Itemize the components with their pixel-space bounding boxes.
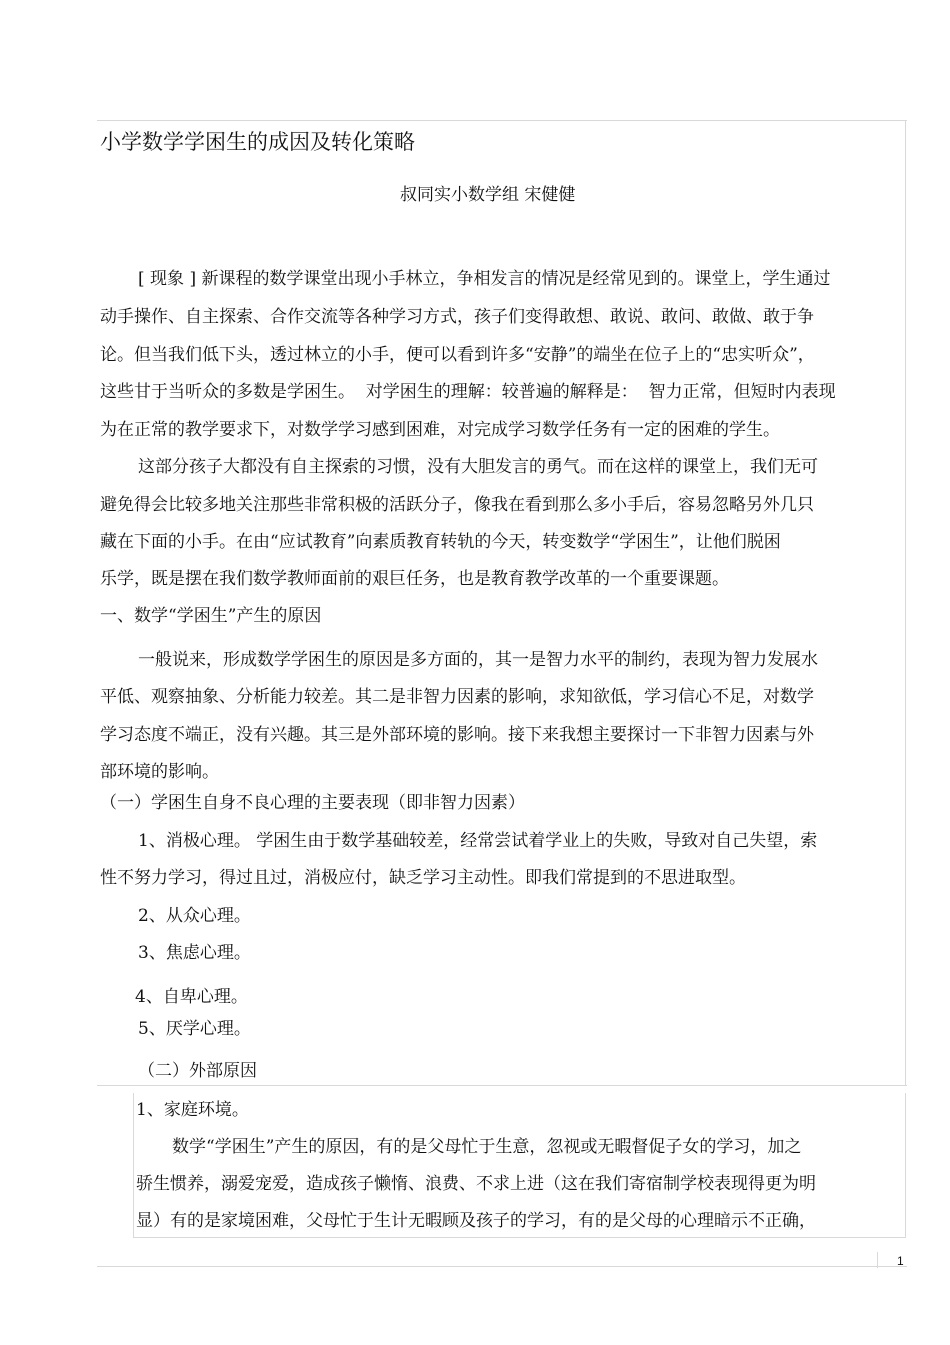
paragraph-line: 避免得会比较多地关注那些非常积极的活跃分子，像我在看到那么多小手后，容易忽略另外几只 <box>100 495 814 515</box>
paragraph-line: 这些甘于当听众的多数是学困生。 对学困生的理解：较普遍的解释是： 智力正常，但短时内表现 <box>100 382 836 402</box>
paragraph-line: 学习态度不端正，没有兴趣。其三是外部环境的影响。接下来我想主要探讨一下非智力因素与外 <box>100 725 814 745</box>
document-title: 小学数学学困生的成因及转化策略 <box>100 130 415 154</box>
paragraph-line: 动手操作、自主探索、合作交流等各种学习方式，孩子们变得敢想、敢说、敢问、敢做、敢于争 <box>100 307 814 327</box>
author-byline: 叔同实小数学组 宋健健 <box>400 185 576 205</box>
frame-inner-right-rule <box>905 1093 906 1238</box>
paragraph-line: 一般说来，形成数学学困生的原因是多方面的，其一是智力水平的制约，表现为智力发展水 <box>138 650 818 670</box>
list-item: 2、从众心理。 <box>138 906 251 926</box>
frame-right-rule <box>905 120 906 1085</box>
list-item: 1、家庭环境。 <box>136 1100 249 1120</box>
frame-section-rule <box>97 1085 907 1086</box>
frame-inner-left-rule <box>133 1093 134 1238</box>
paragraph-line: 为在正常的教学要求下，对数学学习感到困难，对完成学习数学任务有一定的困难的学生。 <box>100 420 780 440</box>
paragraph-line: 乐学，既是摆在我们数学教师面前的艰巨任务，也是教育教学改革的一个重要课题。 <box>100 569 729 589</box>
section-heading: 一、数学“学困生”产生的原因 <box>100 606 322 626</box>
paragraph-line: 骄生惯养，溺爱宠爱，造成孩子懒惰、浪费、不求上进（这在我们寄宿制学校表现得更为明 <box>136 1174 816 1194</box>
paragraph-line: 1、消极心理。 学困生由于数学基础较差，经常尝试着学业上的失败，导致对自己失望，索 <box>138 831 818 851</box>
subsection-heading: （一）学困生自身不良心理的主要表现（即非智力因素） <box>100 793 525 813</box>
footer-rule <box>97 1266 907 1267</box>
paragraph-line: 性不努力学习，得过且过，消极应付，缺乏学习主动性。即我们常提到的不思进取型。 <box>100 868 746 888</box>
paragraph-line: 显）有的是家境困难，父母忙于生计无暇顾及孩子的学习，有的是父母的心理暗示不正确， <box>136 1211 816 1231</box>
list-item: 5、厌学心理。 <box>138 1019 251 1039</box>
paragraph-line: 藏在下面的小手。在由“应试教育”向素质教育转轨的今天，转变数学“学困生”，让他们脱困 <box>100 532 781 552</box>
list-item: 3、焦虑心理。 <box>138 943 251 963</box>
subsection-heading: （二）外部原因 <box>138 1061 257 1081</box>
page-number: 1 <box>897 1254 904 1268</box>
frame-top-rule <box>97 120 907 121</box>
paragraph-line: 平低、观察抽象、分析能力较差。其二是非智力因素的影响，求知欲低，学习信心不足，对数学 <box>100 687 814 707</box>
paragraph-line: 这部分孩子大都没有自主探索的习惯，没有大胆发言的勇气。而在这样的课堂上，我们无可 <box>138 457 818 477</box>
frame-inner-bottom-rule <box>133 1237 906 1238</box>
footer-tick <box>877 1252 878 1268</box>
paragraph-line: 部环境的影响。 <box>100 762 219 782</box>
paragraph-line: 论。但当我们低下头，透过林立的小手，便可以看到许多“安静”的端坐在位子上的“忠实听众”， <box>100 345 815 365</box>
paragraph-line: 数学“学困生”产生的原因，有的是父母忙于生意，忽视或无暇督促子女的学习，加之 <box>172 1137 802 1157</box>
list-item: 4、自卑心理。 <box>135 987 248 1007</box>
paragraph-line: [ 现象 ] 新课程的数学课堂出现小手林立，争相发言的情况是经常见到的。课堂上，学生通过 <box>138 269 831 289</box>
